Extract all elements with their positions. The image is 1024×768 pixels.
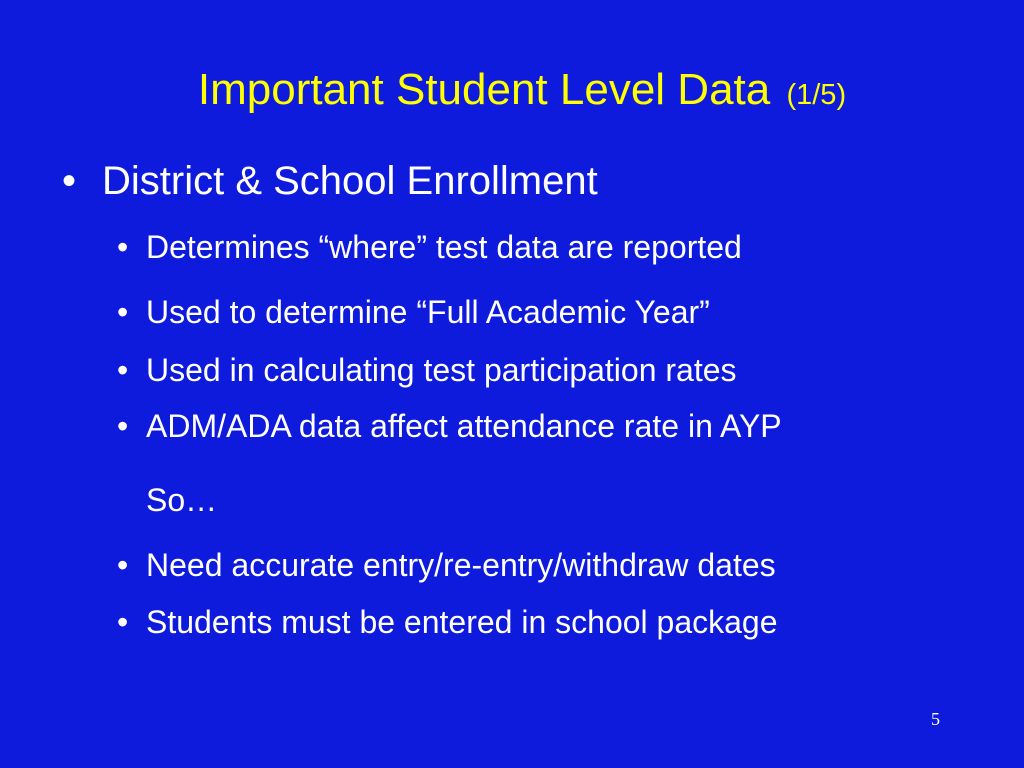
sub-bullet-text: Used to determine “Full Academic Year” — [146, 294, 710, 330]
sub-bullet-text: Used in calculating test participation rates — [146, 352, 737, 388]
sub-bullet — [117, 602, 778, 642]
so-text: So… — [146, 482, 218, 518]
bullet-dot-icon: • — [117, 352, 129, 388]
bullet-dot-icon: • — [117, 229, 129, 265]
main-bullet — [62, 154, 598, 208]
slide-title — [0, 62, 1024, 123]
bullet-dot-icon: • — [62, 159, 77, 203]
sub-bullet-text: Determines “where” test data are reported — [146, 229, 742, 265]
bullet-dot-icon: • — [117, 408, 129, 444]
main-bullet-text: District & School Enrollment — [102, 159, 598, 203]
sub-bullet-text: Students must be entered in school package — [146, 604, 778, 640]
sub-bullet — [117, 292, 710, 332]
sub-bullet — [117, 406, 782, 446]
sub-bullet — [117, 350, 737, 390]
bullet-dot-icon: • — [117, 294, 129, 330]
page-number: 5 — [931, 709, 940, 729]
slide-title-text: Important Student Level Data — [197, 65, 771, 114]
sub-bullet-text: ADM/ADA data affect attendance rate in AYP — [146, 408, 782, 444]
bullet-dot-icon: • — [117, 547, 129, 583]
sub-bullet — [117, 227, 742, 267]
slide-title-counter: (1/5) — [786, 79, 847, 111]
sub-bullet-text: Need accurate entry/re-entry/withdraw dates — [146, 547, 776, 583]
bullet-dot-icon: • — [117, 604, 129, 640]
sub-bullet — [117, 545, 776, 585]
